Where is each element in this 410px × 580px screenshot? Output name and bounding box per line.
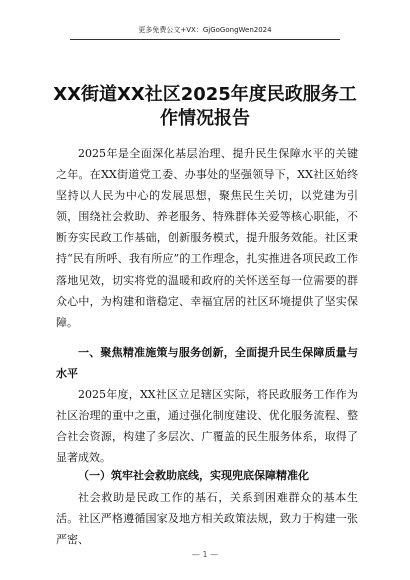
page-number: — 1 — — [191, 550, 219, 559]
header-divider — [70, 39, 340, 40]
header-note: 更多免费公文+VX：GjGoGongWen2024 — [138, 26, 272, 34]
section-one-heading: 一、聚焦精准施策与服务创新，全面提升民生保障质量与水平 — [56, 346, 358, 380]
subsection-paragraph: 社会救助是民政工作的基石，关系到困难群众的基本生活。社区严格遵循国家及地方相关政策法规，致力于构建一张严密、 — [56, 491, 358, 546]
subsection-heading: （一）筑牢社会救助底线，实现兜底保障精准化 — [78, 469, 309, 482]
intro-paragraph: 2025年是全面深化基层治理、提升民生保障水平的关键之年。在XX街道党工委、办事处的坚强领导下，XX社区始终坚持以人民为中心的发展思想，聚焦民生关切，以党建为引领，围绕社会救助、养老服务、特殊群体关爱等核心职能，不断夯实民政工作基础，创新服务模式，提升服务效能。社区秉持“民有所呼、我有所应”的工作理念，扎实推进各项民政工作落地见效，切实将党的温暖和政府的关怀送至每一位需要的群众心中，为构建和谐稳定、幸福宜居的社区环境提供了坚实保障。 — [56, 147, 358, 329]
document-title: XX街道XX社区2025年度民政服务工作情况报告 — [53, 84, 357, 129]
section-one-paragraph: 2025年度，XX社区立足辖区实际，将民政服务工作作为社区治理的重中之重，通过强化制度建设、优化服务流程、整合社会资源，构建了多层次、广覆盖的民生服务体系，取得了显著成效。 — [56, 388, 358, 464]
